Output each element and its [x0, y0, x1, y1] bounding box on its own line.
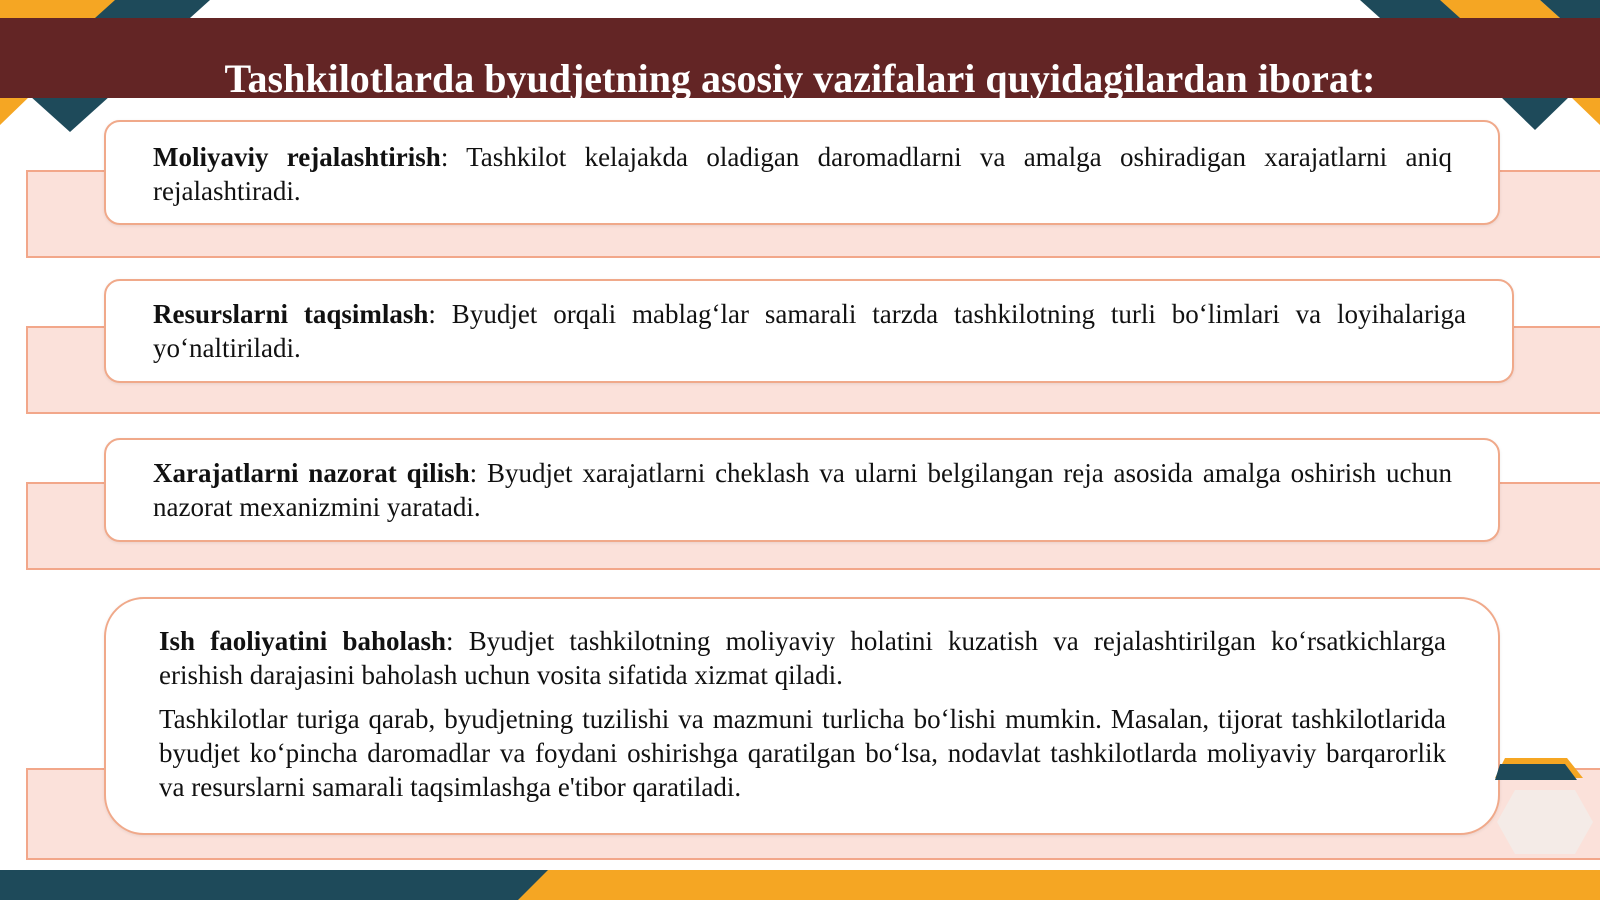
card-3-description: : Byudjet xarajatlarni cheklash va ularni belgilangan reja asosida amalga oshirish uchun nazorat mexanizmini yaratadi. — [153, 458, 1452, 522]
card-4-term: Ish faoliyatini baholash — [159, 626, 447, 656]
card-4-paragraph: Tashkilotlar turiga qarab, byudjetning tuzilishi va mazmuni turlicha bo‘lishi mumkin. Masalan, tijorat tashkilotlarida byudjet ko‘pincha daromadlar va foydani oshirishga qaratilgan bo‘lsa, nodavlat tashkilotlarda moliyaviy barqarorlik va resurslarni samarali taqsimlashga e'tibor qaratiladi. — [159, 704, 1446, 802]
card-2-term: Resurslarni taqsimlash — [153, 299, 429, 329]
card-expense-control — [104, 438, 1500, 542]
card-4-description: : Byudjet tashkilotning moliyaviy holatini kuzatish va rejalashtirilgan ko‘rsatkichlarga erishish darajasini baholash uchun vosita sifatida xizmat qiladi. — [159, 626, 1446, 690]
card-performance-evaluation — [104, 597, 1500, 835]
card-3-text — [153, 456, 1452, 524]
card-4-text — [159, 624, 1446, 692]
card-1-term: Moliyaviy rejalashtirish — [153, 142, 441, 172]
card-1-text — [153, 140, 1452, 208]
card-2-description: : Byudjet orqali mablag‘lar samarali tarzda tashkilotning turli bo‘limlari va loyihalariga yo‘naltiriladi. — [153, 299, 1466, 363]
bottom-stripe — [0, 870, 1600, 900]
card-3-term: Xarajatlarni nazorat qilish — [153, 458, 470, 488]
card-resource-allocation — [104, 279, 1514, 383]
card-1-description: : Tashkilot kelajakda oladigan daromadlarni va amalga oshiradigan xarajatlarni aniq rejalashtiradi. — [153, 142, 1452, 206]
bottom-right-decoration — [1495, 750, 1600, 870]
card-2-text — [153, 297, 1466, 365]
slide-title: Tashkilotlarda byudjetning asosiy vazifalari quyidagilardan iborat: — [224, 56, 1376, 101]
card-financial-planning — [104, 120, 1500, 225]
